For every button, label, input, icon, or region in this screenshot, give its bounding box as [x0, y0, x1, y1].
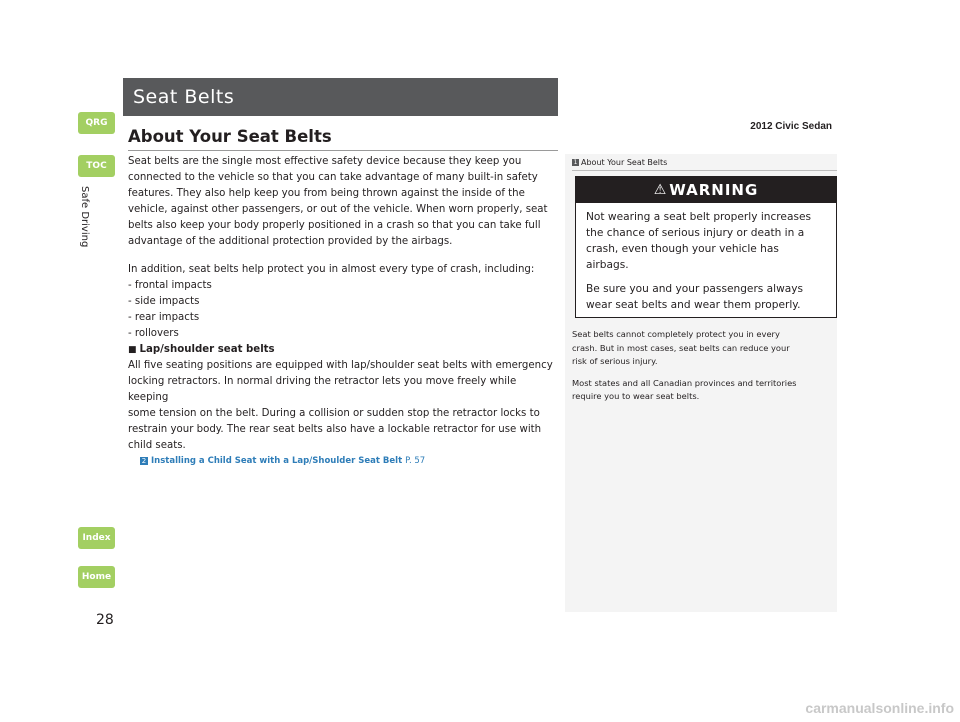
warning-triangle-icon: ⚠	[653, 182, 668, 198]
warning-line: the chance of serious injury or death in a	[586, 227, 805, 239]
body-line: features. They also help keep you from being thrown against the inside of the	[128, 188, 525, 199]
body-line: In addition, seat belts help protect you in almost every type of crash, including:	[128, 264, 535, 275]
body-line: advantage of the additional protection provided by the airbags.	[128, 236, 453, 247]
cross-reference-link[interactable]	[128, 454, 558, 468]
link-text[interactable]: Installing a Child Seat with a Lap/Shoulder Seat Belt	[151, 456, 403, 466]
list-item: - rollovers	[128, 328, 179, 339]
warning-line: Not wearing a seat belt properly increases	[586, 211, 811, 223]
title-divider	[128, 150, 558, 151]
warning-line: Be sure you and your passengers always	[586, 283, 804, 295]
body-line: locking retractors. In normal driving the retractor lets you move freely while keeping	[128, 376, 517, 403]
note-line: Seat belts cannot completely protect you in every	[572, 329, 780, 339]
body-line: some tension on the belt. During a collision or sudden stop the retractor locks to	[128, 408, 540, 419]
warning-box	[575, 176, 837, 318]
list-item: - frontal impacts	[128, 280, 212, 291]
section-title: About Your Seat Belts	[128, 127, 332, 146]
sub-heading	[128, 342, 558, 358]
note-line: crash. But in most cases, seat belts can reduce your	[572, 342, 790, 353]
note-line: Most states and all Canadian provinces and territories	[572, 377, 797, 388]
warning-label: WARNING	[669, 181, 759, 199]
toc-button[interactable]: TOC	[78, 155, 115, 177]
qrg-button[interactable]: QRG	[78, 112, 115, 134]
body-line: All five seating positions are equipped with lap/shoulder seat belts with emergency	[128, 360, 553, 371]
main-content	[128, 154, 558, 468]
body-line: vehicle, against other passengers, or out of the vehicle. When worn properly, seat	[128, 204, 548, 215]
reference-arrow-icon: 2	[141, 456, 147, 465]
note-line: risk of serious injury.	[572, 356, 658, 366]
link-page[interactable]: P. 57	[405, 456, 426, 466]
sidebar-notes	[565, 154, 837, 612]
page-title: Seat Belts	[133, 86, 235, 108]
body-line: child seats.	[128, 440, 186, 451]
page-number: 28	[96, 612, 114, 628]
square-bullet-icon: ■	[128, 345, 137, 355]
body-line: restrain your body. The rear seat belts also have a lockable retractor for use with	[128, 424, 542, 435]
body-line: belts also keep your body properly positioned in a crash so that you can take full	[128, 220, 541, 231]
warning-line: airbags.	[586, 259, 629, 271]
note-marker-icon: 1	[573, 159, 578, 166]
body-line: Seat belts are the single most effective safety device because they keep you	[128, 156, 522, 167]
warning-line: wear seat belts and wear them properly.	[586, 299, 801, 311]
vehicle-model: 2012 Civic Sedan	[750, 121, 832, 132]
sidebar-divider	[572, 170, 837, 171]
sidebar-heading-text: About Your Seat Belts	[581, 158, 668, 167]
warning-line: crash, even though your vehicle has	[586, 243, 779, 255]
sub-heading-text: Lap/shoulder seat belts	[139, 344, 275, 355]
warning-header	[576, 177, 836, 203]
warning-text	[586, 209, 830, 313]
sidebar-heading	[572, 158, 667, 167]
home-button[interactable]: Home	[78, 566, 115, 588]
list-item: - rear impacts	[128, 312, 200, 323]
note-line: require you to wear seat belts.	[572, 391, 700, 401]
sidebar-text	[572, 328, 832, 404]
index-button[interactable]: Index	[78, 527, 115, 549]
list-item: - side impacts	[128, 296, 200, 307]
chapter-label: Safe Driving	[79, 186, 90, 248]
watermark: carmanualsonline.info	[805, 700, 954, 716]
body-line: connected to the vehicle so that you can take advantage of many built-in safety	[128, 172, 538, 183]
